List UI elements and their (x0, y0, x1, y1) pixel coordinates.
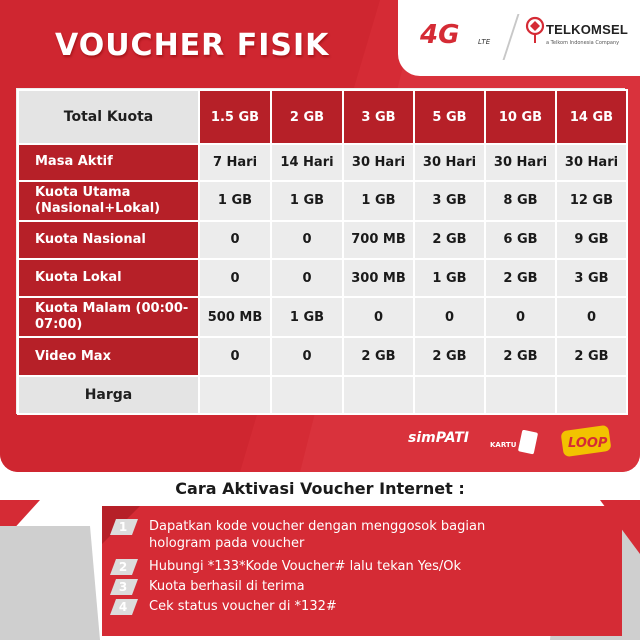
table-cell: 0 (199, 259, 271, 297)
table-cell: 2 GB (485, 259, 556, 297)
column-header: 2 GB (271, 90, 343, 144)
column-header: 5 GB (414, 90, 485, 144)
logo-divider (503, 14, 520, 60)
logo-lte: LTE (478, 38, 491, 46)
table-cell: 0 (199, 221, 271, 259)
column-header: 3 GB (343, 90, 414, 144)
telkomsel-logo-text: TELKOMSEL (546, 22, 628, 37)
telkomsel-logo-icon (524, 16, 546, 46)
table-cell: 12 GB (556, 181, 627, 221)
table-cell: 1 GB (199, 181, 271, 221)
table-cell: 1 GB (271, 181, 343, 221)
table-cell: 0 (343, 297, 414, 337)
step-number: 3 (118, 580, 128, 594)
table-cell: 300 MB (343, 259, 414, 297)
table-cell: 2 GB (343, 337, 414, 375)
table-cell: 0 (271, 221, 343, 259)
table-cell: 0 (485, 297, 556, 337)
activation-title: Cara Aktivasi Voucher Internet : (175, 479, 465, 498)
kartu-as-logo (490, 430, 550, 456)
table-cell: 30 Hari (343, 144, 414, 180)
table-row (18, 144, 627, 180)
table-cell: 2 GB (485, 337, 556, 375)
table-cell: 0 (271, 259, 343, 297)
step-text: Dapatkan kode voucher dengan menggosok bagian hologram pada voucher (149, 519, 486, 551)
row-label: Kuota Utama (Nasional+Lokal) (18, 181, 199, 221)
table-cell: 2 GB (556, 337, 627, 375)
logo-4g: 4G (420, 20, 460, 50)
table-cell: 0 (556, 297, 627, 337)
table-corner-label: Total Kuota (18, 90, 199, 144)
table-row (18, 221, 627, 259)
table-row (18, 337, 627, 375)
row-label: Kuota Malam (00:00-07:00) (18, 297, 199, 337)
column-header: 10 GB (485, 90, 556, 144)
page-title: VOUCHER FISIK (55, 28, 330, 63)
step-number: 4 (118, 600, 128, 614)
row-label: Video Max (18, 337, 199, 375)
column-header: 14 GB (556, 90, 627, 144)
step-text: Cek status voucher di *132# (149, 599, 337, 614)
table-cell: 8 GB (485, 181, 556, 221)
table-cell: 14 Hari (271, 144, 343, 180)
table-row (18, 297, 627, 337)
loop-logo (560, 424, 614, 458)
price-cell (556, 376, 627, 414)
table-cell: 1 GB (271, 297, 343, 337)
loop-logo-text: LOOP (568, 436, 608, 451)
step-number: 2 (118, 560, 128, 574)
price-cell (271, 376, 343, 414)
step-text: Hubungi *133*Kode Voucher# lalu tekan Yes/Ok (149, 559, 462, 574)
table-cell: 30 Hari (556, 144, 627, 180)
table-cell: 0 (271, 337, 343, 375)
table-cell: 30 Hari (414, 144, 485, 180)
simpati-logo: simPATI (408, 430, 469, 446)
quota-table-wrapper (16, 88, 625, 414)
table-cell: 7 Hari (199, 144, 271, 180)
table-cell: 0 (199, 337, 271, 375)
column-header: 1.5 GB (199, 90, 271, 144)
table-cell: 3 GB (414, 181, 485, 221)
table-header-row (18, 90, 627, 144)
price-row (18, 376, 627, 414)
table-cell: 2 GB (414, 337, 485, 375)
table-row (18, 181, 627, 221)
price-cell (414, 376, 485, 414)
price-label: Harga (18, 376, 199, 414)
table-cell: 0 (414, 297, 485, 337)
table-cell: 1 GB (414, 259, 485, 297)
table-row (18, 259, 627, 297)
table-cell: 30 Hari (485, 144, 556, 180)
kartu-as-logo-text: KARTU AS (490, 441, 530, 449)
quota-table (17, 89, 628, 415)
table-cell: 6 GB (485, 221, 556, 259)
price-cell (485, 376, 556, 414)
step-number: 1 (118, 520, 128, 534)
table-cell: 2 GB (414, 221, 485, 259)
price-cell (343, 376, 414, 414)
row-label: Kuota Lokal (18, 259, 199, 297)
price-cell (199, 376, 271, 414)
telkomsel-logo-subtext: a Telkom Indonesia Company (546, 40, 620, 46)
table-cell: 1 GB (343, 181, 414, 221)
table-cell: 3 GB (556, 259, 627, 297)
table-cell: 700 MB (343, 221, 414, 259)
step-text: Kuota berhasil di terima (149, 579, 305, 594)
row-label: Masa Aktif (18, 144, 199, 180)
table-cell: 9 GB (556, 221, 627, 259)
table-cell: 500 MB (199, 297, 271, 337)
logo-panel (398, 0, 640, 76)
row-label: Kuota Nasional (18, 221, 199, 259)
